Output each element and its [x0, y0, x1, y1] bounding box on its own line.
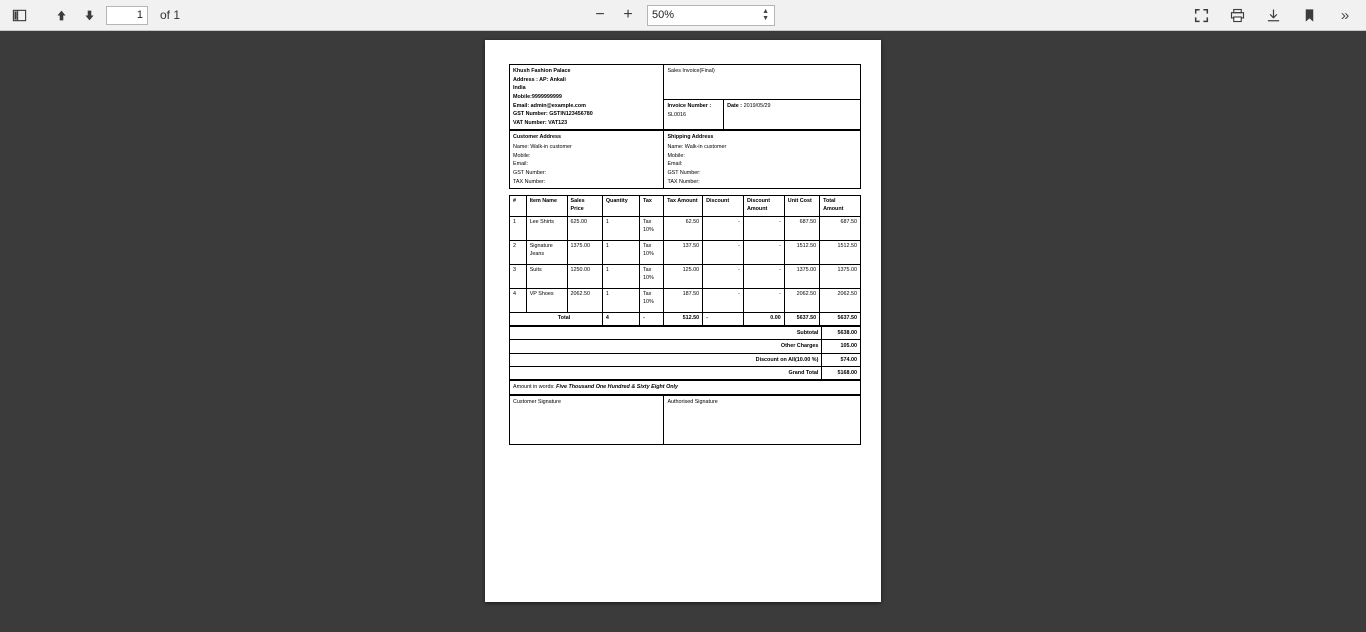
invoice-number-cell [664, 100, 724, 130]
row-quantity: 1 [602, 288, 639, 312]
table-row [510, 216, 861, 240]
row-quantity: 1 [602, 264, 639, 288]
fullscreen-icon[interactable] [1190, 4, 1212, 26]
pdf-viewer-area[interactable] [0, 31, 1366, 632]
toolbar-right-group [1190, 4, 1366, 26]
zoom-out-button[interactable]: − [595, 6, 605, 23]
row-discount: - [703, 288, 744, 312]
company-address: Address : AP: Ankali [513, 76, 566, 83]
table-row [510, 264, 861, 288]
more-tools-button[interactable]: » [1334, 4, 1356, 26]
row-discount-amount: - [743, 216, 784, 240]
row-discount-amount: - [743, 288, 784, 312]
row-discount-amount: - [743, 264, 784, 288]
row-unit-cost: 2062.50 [784, 288, 819, 312]
toolbar-left-group [0, 4, 180, 26]
items-header-total-amount: Total Amount [820, 196, 861, 217]
invoice-header-table [509, 64, 861, 130]
row-index: 3 [510, 264, 527, 288]
row-unit-cost: 687.50 [784, 216, 819, 240]
company-vat: VAT Number: VAT123 [513, 119, 568, 126]
shipping-address-block [664, 131, 861, 189]
previous-page-button[interactable] [50, 4, 72, 26]
items-header-quantity: Quantity [602, 196, 639, 217]
total-tax-amount: 512.50 [664, 312, 703, 325]
amount-in-words-value: Five Thousand One Hundred & Sixty Eight Only [556, 384, 679, 391]
row-tax-amount: 62.50 [664, 216, 703, 240]
invoice-date-label: Date : [727, 103, 743, 109]
company-mobile: Mobile:9999999999 [513, 93, 562, 100]
items-table [509, 195, 861, 325]
summary-discount-value: 574.00 [822, 353, 861, 366]
row-item-name: VP Shoes [526, 288, 567, 312]
company-email: Email: admin@example.com [513, 102, 586, 109]
items-header-unit-cost: Unit Cost [784, 196, 819, 217]
summary-other-charges-label: Other Charges [510, 340, 822, 353]
row-sales-price: 2062.50 [567, 288, 602, 312]
shipping-mobile: Mobile: [667, 152, 685, 159]
total-discount: - [703, 312, 744, 325]
address-row [510, 131, 861, 189]
company-block [510, 65, 664, 130]
shipping-tax: TAX Number: [667, 178, 700, 185]
summary-other-charges-value: 105.00 [822, 340, 861, 353]
row-total-amount: 2062.50 [820, 288, 861, 312]
customer-address-block [510, 131, 664, 189]
invoice-date-cell [724, 100, 861, 130]
summary-table [509, 326, 861, 381]
shipping-name: Name: Walk-in customer [667, 144, 727, 151]
items-header-tax: Tax [639, 196, 663, 217]
sidebar-toggle-icon[interactable] [8, 4, 30, 26]
pdf-toolbar [0, 0, 1366, 31]
total-tax: - [639, 312, 663, 325]
row-tax: Tax 10% [639, 216, 663, 240]
authorised-signature-cell: Authorised Signature [664, 395, 861, 444]
row-total-amount: 1512.50 [820, 240, 861, 264]
zoom-value-label: 50% [652, 9, 675, 21]
customer-name: Name: Walk-in customer [513, 144, 572, 151]
page-count-label: of 1 [160, 8, 181, 22]
signature-table [509, 395, 861, 445]
row-index: 4 [510, 288, 527, 312]
invoice-number-label: Invoice Number : [667, 103, 712, 109]
address-table [509, 130, 861, 189]
company-name: Khush Fashion Palace [513, 68, 571, 74]
next-page-button[interactable] [78, 4, 100, 26]
summary-grand-total-label: Grand Total [510, 366, 822, 379]
header-row [510, 65, 861, 100]
row-sales-price: 1250.00 [567, 264, 602, 288]
total-total-amount: 5637.50 [820, 312, 861, 325]
table-row [510, 240, 861, 264]
row-tax-amount: 137.50 [664, 240, 703, 264]
summary-row [510, 353, 861, 366]
zoom-controls [591, 5, 775, 26]
row-sales-price: 625.00 [567, 216, 602, 240]
invoice-title: Sales Invoice(Final) [664, 65, 861, 100]
print-icon[interactable] [1226, 4, 1248, 26]
company-gst: GST Number: GSTIN123456780 [513, 111, 593, 118]
customer-gst: GST Number: [513, 170, 547, 177]
total-unit-cost: 5637.50 [784, 312, 819, 325]
summary-discount-label: Discount on All(10.00 %) [510, 353, 822, 366]
bookmark-icon[interactable] [1298, 4, 1320, 26]
summary-row [510, 340, 861, 353]
amount-in-words-label: Amount in words: [513, 384, 555, 391]
customer-tax: TAX Number: [513, 178, 546, 185]
page-number-input[interactable] [106, 6, 148, 25]
invoice-document [509, 64, 861, 445]
customer-address-title: Customer Address [513, 134, 562, 141]
invoice-number-value: SL0016 [667, 111, 687, 118]
row-item-name: Lee Shirts [526, 216, 567, 240]
table-row [510, 288, 861, 312]
row-sales-price: 1375.00 [567, 240, 602, 264]
row-unit-cost: 1375.00 [784, 264, 819, 288]
total-blank [510, 312, 527, 325]
items-header-discount-amount: Discount Amount [743, 196, 784, 217]
items-header-discount: Discount [703, 196, 744, 217]
amount-in-words-table [509, 380, 861, 394]
summary-subtotal-value: 5638.00 [822, 326, 861, 339]
customer-signature-cell: Customer Signature [510, 395, 664, 444]
row-unit-cost: 1512.50 [784, 240, 819, 264]
shipping-address-title: Shipping Address [667, 134, 714, 141]
total-quantity: 4 [602, 312, 639, 325]
items-header-item-name: Item Name [526, 196, 567, 217]
items-total-row [510, 312, 861, 325]
row-discount-amount: - [743, 240, 784, 264]
items-header-sales-price: Sales Price [567, 196, 602, 217]
row-item-name: Suits [526, 264, 567, 288]
row-quantity: 1 [602, 216, 639, 240]
row-quantity: 1 [602, 240, 639, 264]
pdf-page [485, 40, 881, 602]
total-label: Total [526, 312, 602, 325]
chevron-updown-icon: ▲ ▼ [762, 8, 769, 22]
row-discount: - [703, 264, 744, 288]
row-tax: Tax 10% [639, 264, 663, 288]
row-tax: Tax 10% [639, 240, 663, 264]
signature-row [510, 395, 861, 444]
items-header-index: # [510, 196, 527, 217]
items-header-row [510, 196, 861, 217]
company-country: India [513, 85, 526, 92]
row-tax: Tax 10% [639, 288, 663, 312]
invoice-date-value: 2019/05/29 [743, 103, 771, 109]
shipping-email: Email: [667, 161, 683, 168]
customer-mobile: Mobile: [513, 152, 531, 159]
row-item-name: Signature Jeans [526, 240, 567, 264]
row-index: 2 [510, 240, 527, 264]
row-discount: - [703, 240, 744, 264]
items-header-tax-amount: Tax Amount [664, 196, 703, 217]
zoom-select[interactable] [647, 5, 775, 26]
amount-in-words-row [510, 381, 861, 394]
row-discount: - [703, 216, 744, 240]
total-discount-amount: 0.00 [743, 312, 784, 325]
summary-row [510, 366, 861, 379]
row-index: 1 [510, 216, 527, 240]
row-tax-amount: 125.00 [664, 264, 703, 288]
row-total-amount: 687.50 [820, 216, 861, 240]
row-tax-amount: 187.50 [664, 288, 703, 312]
shipping-gst: GST Number: [667, 170, 701, 177]
row-total-amount: 1375.00 [820, 264, 861, 288]
summary-subtotal-label: Subtotal [510, 326, 822, 339]
zoom-in-button[interactable]: + [623, 6, 633, 23]
customer-email: Email: [513, 161, 528, 168]
summary-grand-total-value: 5168.00 [822, 366, 861, 379]
summary-row [510, 326, 861, 339]
download-icon[interactable] [1262, 4, 1284, 26]
